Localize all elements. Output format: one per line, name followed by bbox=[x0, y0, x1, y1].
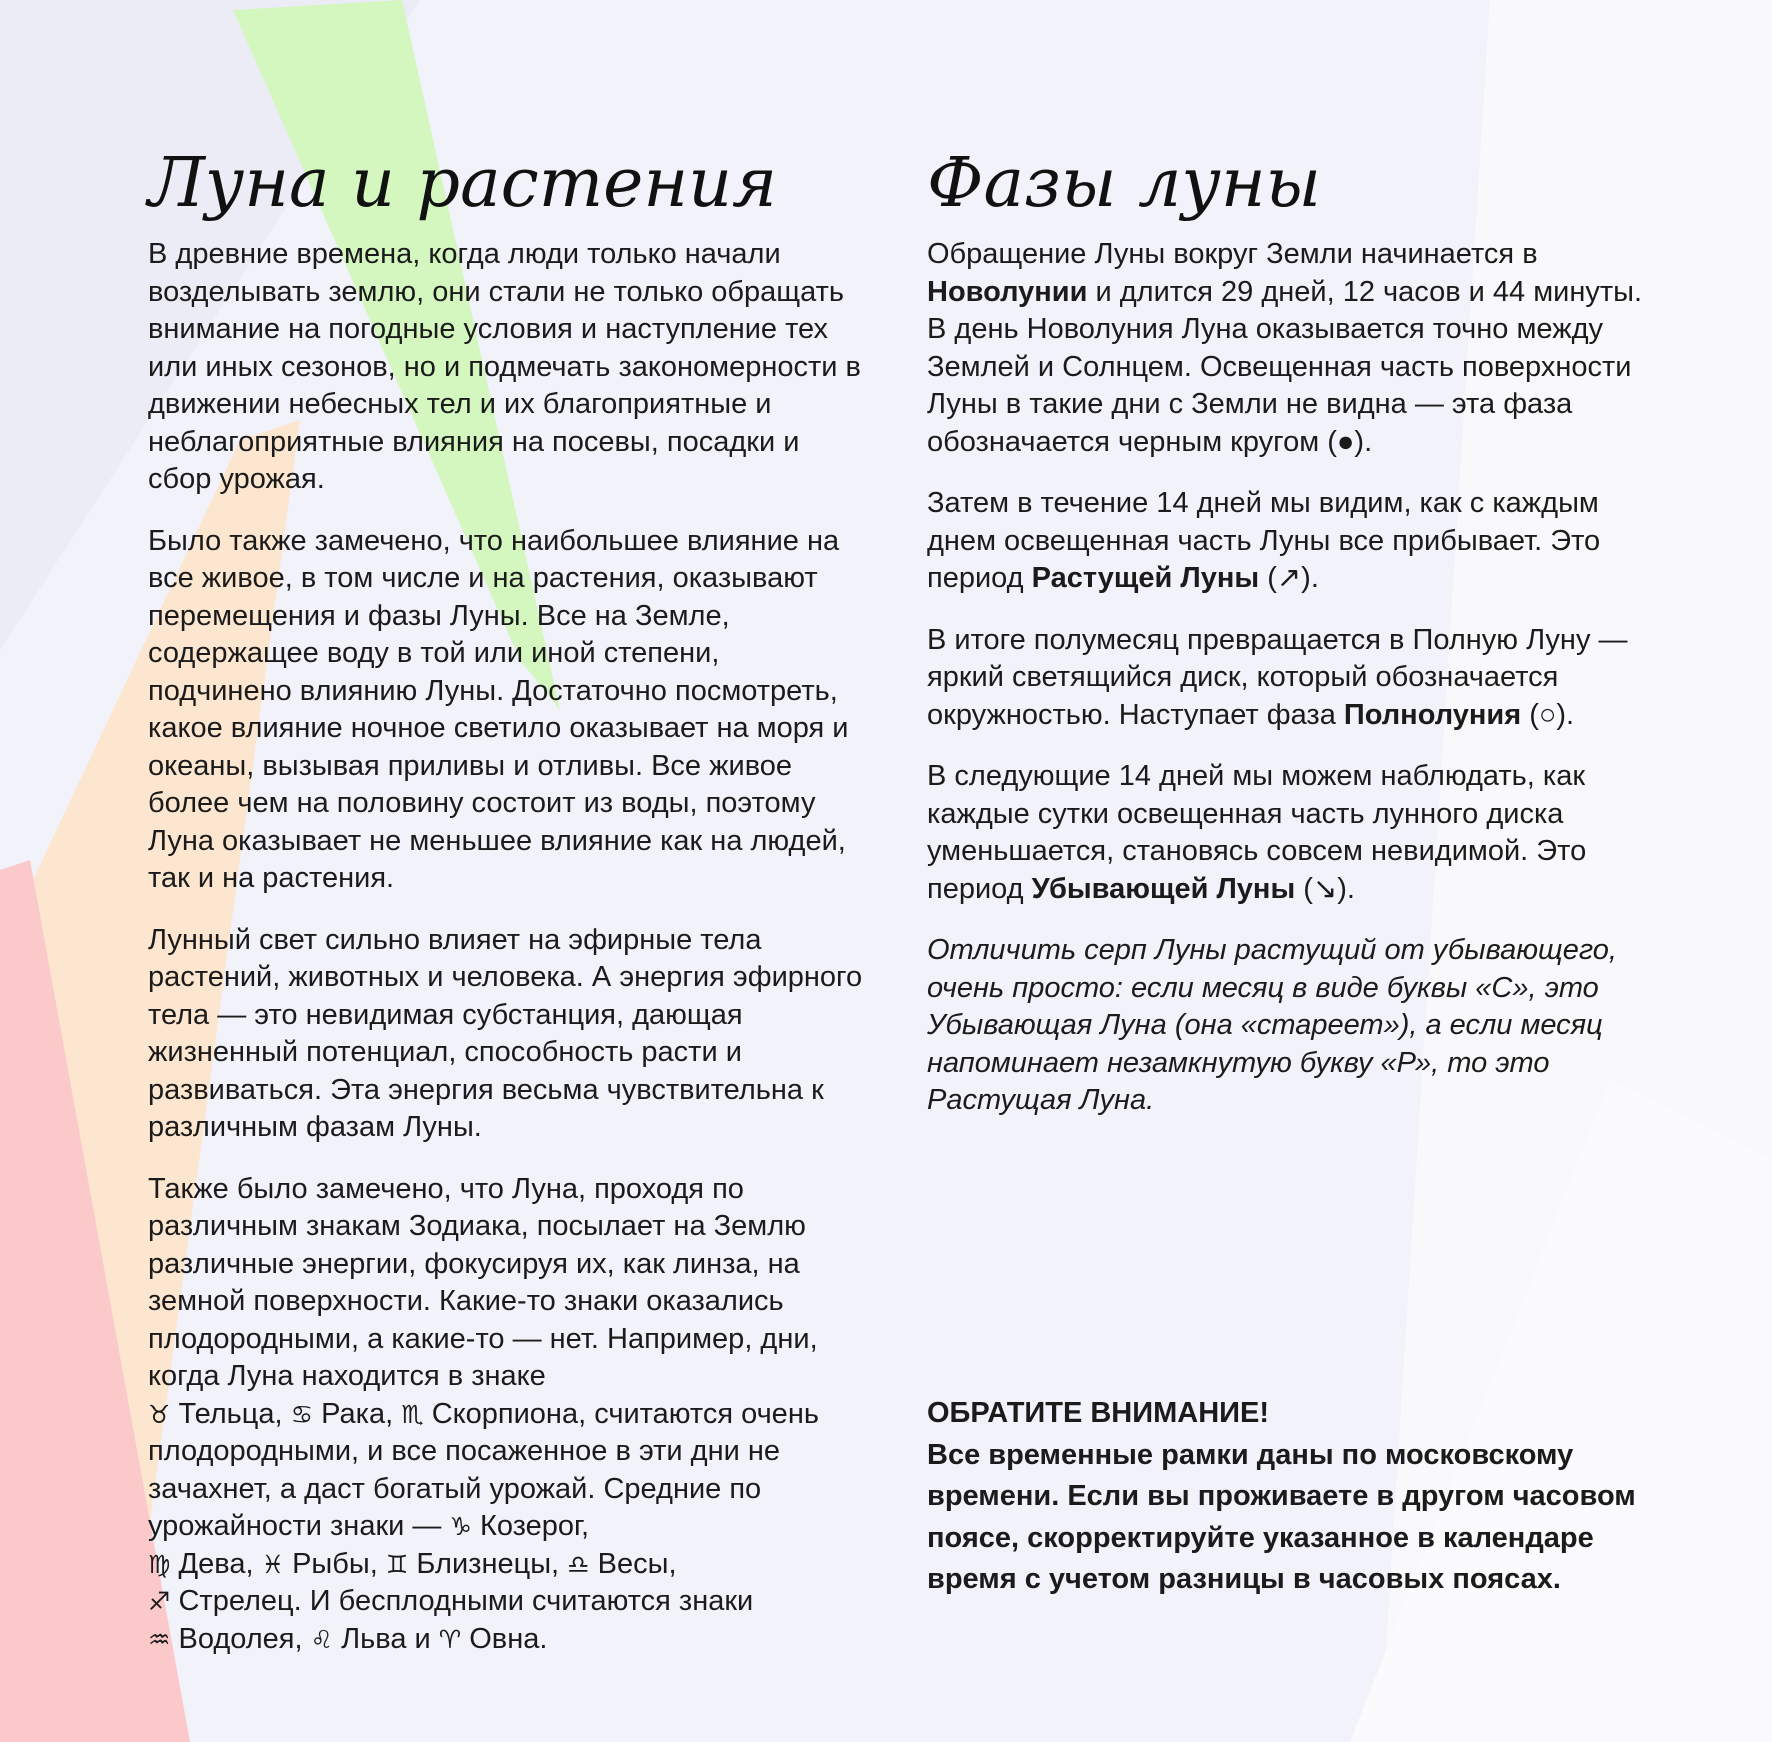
scorpio-icon: ♏ bbox=[401, 1399, 424, 1429]
full-moon-term: Полнолуния bbox=[1343, 698, 1522, 731]
libra-text: Весы, bbox=[597, 1547, 677, 1580]
attention-text: Все временные рамки даны по московскому времени. Если вы проживаете в другом часовом поясе, скорректируйте указанное в календаре время с учетом разницы в часовых поясах. bbox=[927, 1438, 1636, 1595]
left-paragraph-2: Было также замечено, что наибольшее влияние на все живое, в том числе и на растения, оказывают перемещения и фазы Луны. Все на Земле, содержащее воду в той или иной степени, подчинено влиянию Луны. Достаточно посмотреть, какое влияние ночное светило оказывает на моря и океаны, вызывая приливы и отливы. Все живое более чем на половину состоит из воды, поэтому Луна оказывает не меньшее влияние как на людей, так и на растения. bbox=[148, 524, 849, 894]
aries-text: Овна. bbox=[469, 1622, 548, 1655]
pisces-text: Рыбы, bbox=[292, 1547, 378, 1580]
attention-title: ОБРАТИТЕ ВНИМАНИЕ! bbox=[927, 1397, 1269, 1429]
scorpio-text: Скорпиона, считаются очень плодородными, и все посаженное в эти дни не зачахнет, а даст богатый урожай. Средние по урожайности знаки — bbox=[148, 1397, 819, 1542]
sagittarius-text: Стрелец. И бесплодными считаются знаки bbox=[178, 1585, 754, 1617]
waning-text-a: В следующие 14 дней мы можем наблюдать, как каждые сутки освещенная часть лунного диска уменьшается, становясь совсем невидимой. Это период bbox=[927, 760, 1587, 905]
full-moon-text-a: В итоге полумесяц превращается в Полную Луну — яркий светящийся диск, который обозначается окружностью. Наступает фаза bbox=[927, 623, 1628, 731]
right-column bbox=[927, 128, 1647, 1144]
cancer-icon: ♋ bbox=[290, 1399, 314, 1429]
aquarius-icon: ♒ bbox=[148, 1624, 171, 1654]
attention-note bbox=[927, 1393, 1647, 1601]
left-title: Луна и растения bbox=[148, 144, 778, 223]
new-moon-text-a: Обращение Луны вокруг Земли начинается в bbox=[927, 238, 1538, 270]
right-title: Фазы луны bbox=[927, 144, 1321, 223]
capricorn-text: Козерог, bbox=[479, 1510, 590, 1542]
left-paragraph-4 bbox=[148, 1171, 870, 1659]
leo-icon: ♌ bbox=[310, 1624, 334, 1654]
virgo-text: Дева, bbox=[178, 1547, 254, 1580]
waxing-arrow-icon: (↗). bbox=[1267, 562, 1319, 594]
right-paragraph-5: Отличить серп Луны растущий от убывающего, очень просто: если месяц в виде буквы «С», это Убывающая Луна (она «стареет»), а если месяц напоминает незамкнутую букву «Р», то это Растущая Луна. bbox=[927, 934, 1617, 1116]
zodiac-intro: Также было замечено, что Луна, проходя по различным знакам Зодиака, посылает на Землю различные энергии, фокусируя их, как линза, на земной поверхности. Какие-то знаки оказались плодородными, а какие-то — нет. Например, дни, когда Луна находится в знаке bbox=[148, 1172, 818, 1392]
waxing-term: Растущей Луны bbox=[1031, 562, 1260, 594]
sagittarius-icon: ♐ bbox=[148, 1587, 171, 1616]
right-paragraph-4 bbox=[927, 758, 1647, 908]
taurus-text: Тельца, bbox=[178, 1397, 283, 1430]
waxing-text-a: Затем в течение 14 дней мы видим, как с каждым днем освещенная часть Луны все прибывает. Это период bbox=[927, 487, 1601, 594]
taurus-icon: ♉ bbox=[148, 1399, 171, 1429]
waning-arrow-icon: (↘). bbox=[1303, 872, 1355, 905]
right-paragraph-2 bbox=[927, 485, 1647, 598]
capricorn-icon: ♑ bbox=[449, 1512, 472, 1541]
aquarius-text: Водолея, bbox=[178, 1622, 303, 1655]
cancer-text: Рака, bbox=[321, 1397, 394, 1430]
left-column bbox=[148, 128, 870, 1682]
full-moon-circle-icon: (○). bbox=[1529, 698, 1575, 731]
right-paragraph-1 bbox=[927, 236, 1647, 461]
left-paragraph-3: Лунный свет сильно влияет на эфирные тела растений, животных и человека. А энергия эфирного тела — это невидимая субстанция, дающая жизненный потенциал, способность расти и развиваться. Эта энергия весьма чувствительна к различным фазам Луны. bbox=[148, 923, 863, 1143]
right-paragraph-3 bbox=[927, 622, 1647, 735]
libra-icon: ♎ bbox=[567, 1549, 590, 1579]
leo-text: Льва и bbox=[341, 1622, 431, 1655]
pisces-icon: ♓ bbox=[261, 1549, 285, 1579]
new-moon-text-c: и длится 29 дней, 12 часов и 44 минуты. В день Новолуния Луна оказывается точно между Землей и Солнцем. Освещенная часть поверхности Луны в такие дни с Земли не видна — эта фаза обозначается черным кругом (●). bbox=[927, 275, 1643, 458]
left-paragraph-1: В древние времена, когда люди только начали возделывать землю, они стали не только обращать внимание на погодные условия и наступление тех или иных сезонов, но и подмечать закономерности в движении небесных тел и их благоприятные и неблагоприятные влияния на посевы, посадки и сбор урожая. bbox=[148, 238, 861, 495]
gemini-text: Близнецы, bbox=[416, 1547, 560, 1580]
new-moon-term: Новолунии bbox=[927, 275, 1088, 308]
waning-term: Убывающей Луны bbox=[1031, 872, 1296, 905]
virgo-icon: ♍ bbox=[148, 1549, 171, 1579]
gemini-icon: ♊ bbox=[385, 1549, 409, 1579]
aries-icon: ♈ bbox=[438, 1624, 462, 1654]
